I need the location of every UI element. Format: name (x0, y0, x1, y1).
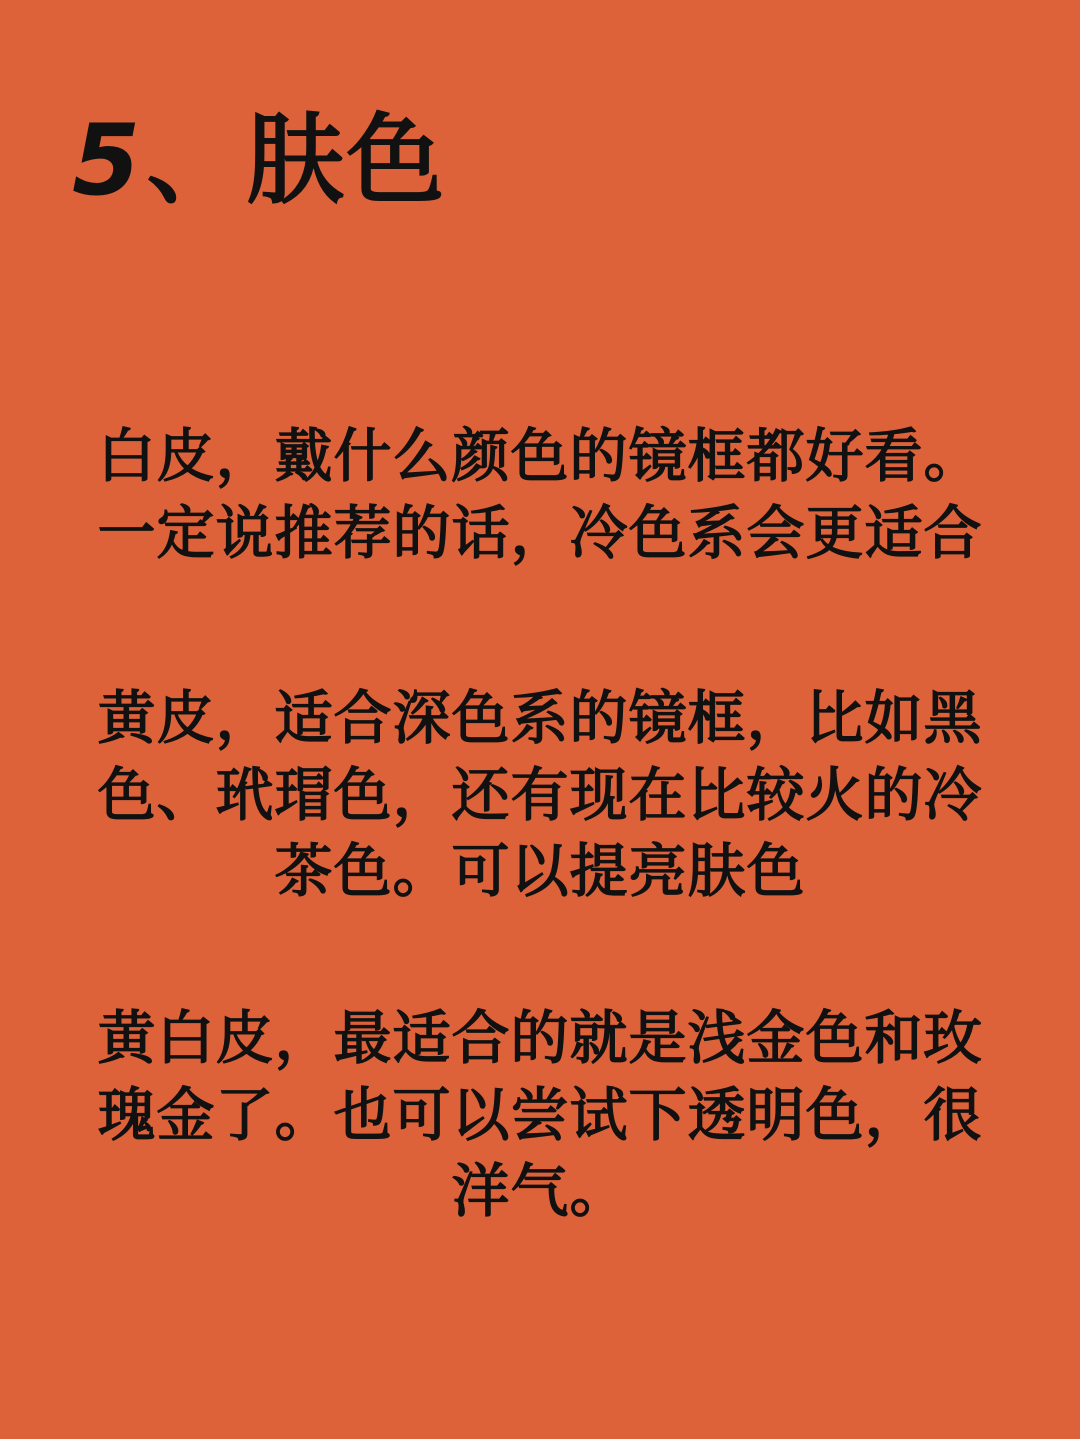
text-block-yellow-skin (54, 680, 1026, 910)
page-title-number: 5 (72, 104, 143, 218)
page-title-separator: 、 (146, 104, 247, 218)
text-block-white-skin (54, 418, 1026, 571)
text-line: 白皮，戴什么颜色的镜框都好看。 (97, 422, 983, 490)
text-line: 黄皮，适合深色系的镜框，比如黑 (97, 684, 983, 752)
text-line: 瑰金了。也可以尝试下透明色，很 (97, 1080, 983, 1149)
text-line: 洋气。 (451, 1157, 629, 1226)
page-title-text: 肤色 (246, 104, 447, 218)
text-line: 一定说推荐的话，冷色系会更适合 (97, 498, 983, 567)
page-title (72, 104, 447, 218)
text-line: 茶色。可以提亮肤色 (274, 837, 806, 906)
text-block-yellow-white-skin (54, 1000, 1026, 1230)
text-line: 色、玳瑁色，还有现在比较火的冷 (97, 760, 983, 829)
text-line: 黄白皮，最适合的就是浅金色和玫 (97, 1004, 983, 1072)
